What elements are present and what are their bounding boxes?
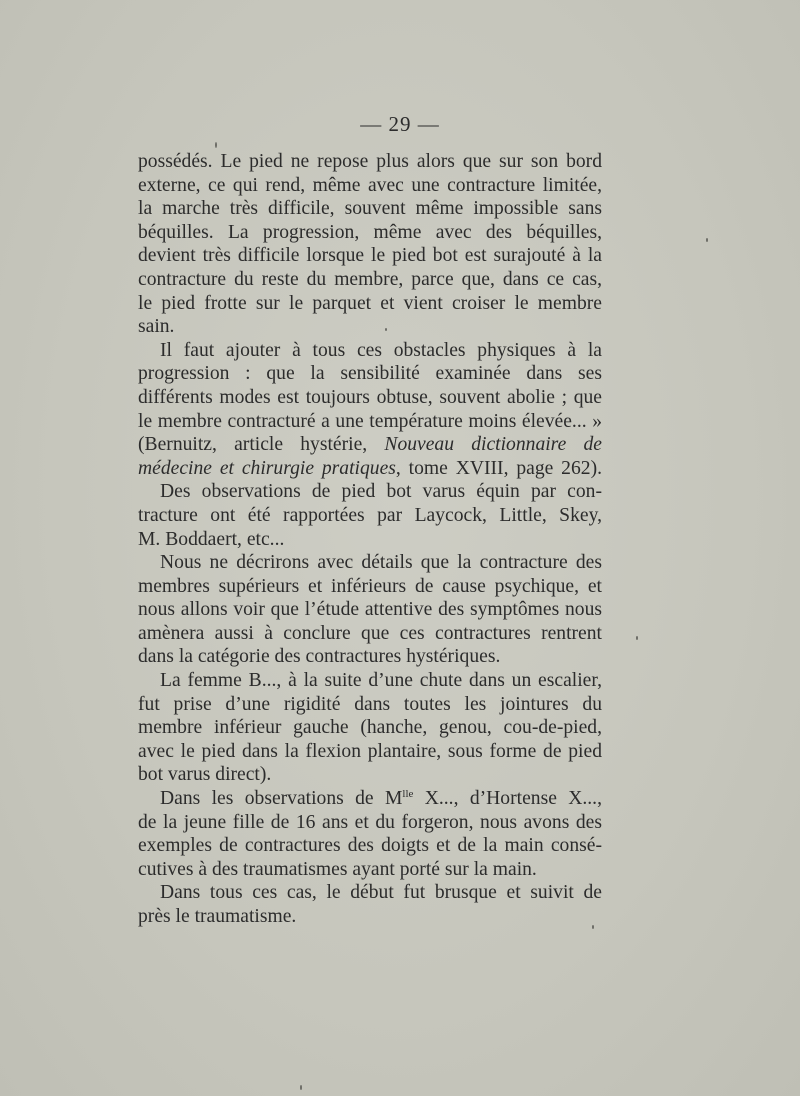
paper-speck <box>300 1085 302 1090</box>
text-line: médecine et chirurgie pratiques, tome XVIII, page 262). <box>138 457 602 479</box>
text-after-superscript: X..., d’Hortense X..., <box>413 788 602 810</box>
text-line: la marche très difficile, souvent même impossible sans <box>138 198 602 220</box>
paper-speck <box>592 925 594 929</box>
paper-speck <box>215 142 217 148</box>
text-line: La femme B..., à la suite d’une chute dans un escalier, <box>160 670 602 692</box>
text-line: possédés. Le pied ne repose plus alors que sur son bord <box>138 151 602 172</box>
text-line: différents modes est toujours obtuse, souvent abolie ; que <box>138 386 602 408</box>
paper-speck <box>636 636 638 640</box>
paper-speck <box>706 238 708 242</box>
text-line: béquilles. La progression, même avec des béquilles, <box>138 221 602 243</box>
text-line: contracture du reste du membre, parce que, dans ce cas, <box>138 268 602 290</box>
text-line: (Bernuitz, article hystérie, Nouveau dictionnaire de <box>138 434 602 456</box>
text-line: de la jeune fille de 16 ans et du forgeron, nous avons des <box>138 811 602 833</box>
text-line: externe, ce qui rend, même avec une contracture limitée, <box>138 174 602 196</box>
superscript: lle <box>402 788 414 801</box>
body-text <box>138 150 602 929</box>
text-line: Dans les observations de $M^{lle}$ X..., d’Hortense X..., <box>160 788 602 810</box>
text-line: près le traumatisme. <box>138 906 297 927</box>
text-line: membre inférieur gauche (hanche, genou, cou-de-pied, <box>138 717 602 739</box>
text-line: dans la catégorie des contractures hystériques. <box>138 646 501 668</box>
paper-speck <box>385 328 387 331</box>
text-line: Dans tous ces cas, le début fut brusque et suivit de <box>160 882 602 904</box>
italic-title: médecine et chirurgie pratiques <box>138 457 396 479</box>
text-line: progression : que la sensibilité examinée dans ses <box>138 363 602 385</box>
text-line: nous allons voir que l’étude attentive des symptômes nous <box>138 599 602 621</box>
text-line: le membre contracturé a une température moins élevée... » <box>138 410 602 432</box>
text-line: le pied frotte sur le parquet et vient croiser le membre <box>138 292 602 314</box>
text-line: cutives à des traumatismes ayant porté sur la main. <box>138 858 537 880</box>
text-line: bot varus direct). <box>138 764 272 786</box>
text-line: tracture ont été rapportées par Laycock, Little, Skey, <box>138 504 602 526</box>
text-line: devient très difficile lorsque le pied bot est surajouté à la <box>138 245 602 267</box>
text-line: amènera aussi à conclure que ces contractures rentrent <box>138 622 602 644</box>
text-line: exemples de contractures des doigts et de la main consé- <box>138 835 602 857</box>
text-line: sain. <box>138 316 175 338</box>
text-line: M. Boddaert, etc... <box>138 528 285 550</box>
text-line: avec le pied dans la flexion plantaire, sous forme de pied <box>138 740 602 762</box>
page-number: — 29 — <box>360 112 440 136</box>
text-line: membres supérieurs et inférieurs de cause psychique, et <box>138 575 602 597</box>
italic-title: Nouveau dictionnaire de <box>384 434 602 456</box>
text-line: Nous ne décrirons avec détails que la contracture des <box>160 552 602 574</box>
text-line: fut prise d’une rigidité dans toutes les jointures du <box>138 693 602 715</box>
text-line: Il faut ajouter à tous ces obstacles physiques à la <box>160 339 602 361</box>
text-line: Des observations de pied bot varus équin par con- <box>160 481 602 503</box>
